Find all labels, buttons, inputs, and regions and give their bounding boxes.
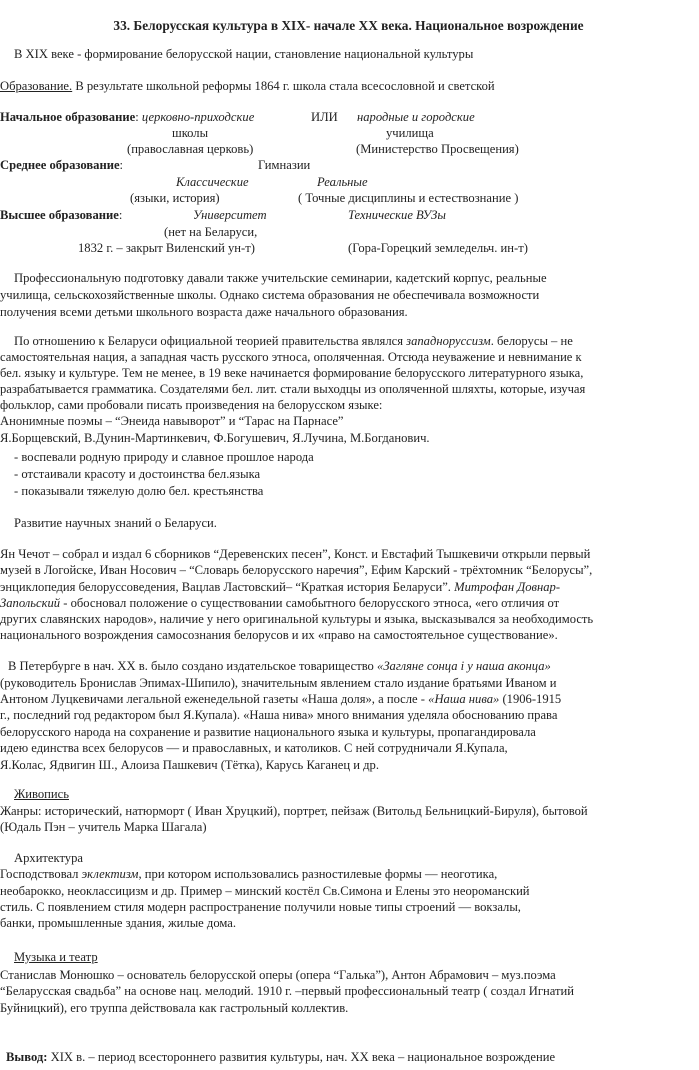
- architecture-line-4: банки, промышленные здания, жилые дома.: [0, 916, 236, 930]
- education-text: В результате школьной реформы 1864 г. школа стала всесословной и светской: [72, 79, 495, 93]
- music-line-1: Станислав Монюшко – основатель белорусской оперы (опера “Галька”), Антон Абрамович – муз.поэма: [0, 968, 556, 982]
- secondary-left-type: Классические: [176, 175, 249, 189]
- conclusion-text: XIX в. – период всестороннего развития культуры, нач. XX века – национальное возрождение: [47, 1050, 556, 1064]
- intro-line: В XIX веке - формирование белорусской нации, становление национальной культуры: [14, 47, 474, 61]
- bullet-1: - воспевали родную природу и славное прошлое народа: [14, 450, 314, 464]
- petersburg-line-6: идею единства всех белорусов — и православных, и католиков. С ней сотрудничали Я.Купала,: [0, 741, 508, 755]
- prof-line-1: Профессиональную подготовку давали также учительские семинарии, кадетский корпус, реальные: [14, 271, 547, 285]
- primary-or: ИЛИ: [311, 110, 338, 124]
- higher-right-type: Технические ВУЗы: [348, 208, 446, 222]
- west-line-6: Анонимные поэмы – “Энеида навыворот” и “Тарас на Парнасе”: [0, 414, 344, 428]
- primary-right-type: народные и городские: [357, 110, 475, 124]
- petersburg-line-5: белорусского народа на сохранение и развитие национального языка и культуры, пропагандировала: [0, 725, 536, 739]
- primary-left-type: церковно-приходские: [141, 110, 255, 124]
- music-line-3: Буйницкий), его труппа действовала как гастрольный коллектив.: [0, 1001, 349, 1015]
- publisher-name: «Загляне сонца і у наша аконца»: [377, 659, 551, 673]
- secondary-label: Среднее образование: [0, 158, 120, 172]
- painting-line-1: Жанры: исторический, натюрморт ( Иван Хруцкий), портрет, пейзаж (Витольд Бельницкий-Бируля), бытовой: [0, 804, 588, 818]
- architecture-line-1: Господствовал эклектизм, при котором использовались разностилевые формы — неоготика,: [0, 867, 498, 881]
- higher-right-note: (Гора-Горецкий земледельч. ин-т): [348, 241, 528, 255]
- education-heading: Образование.: [0, 79, 73, 93]
- bullet-2: - отстаивали красоту и достоинства бел.языка: [14, 467, 261, 481]
- music-heading: Музыка и театр: [14, 950, 98, 964]
- architecture-line-3: стиль. С появлением стиля модерн распространение получили новые типы строений — вокзалы,: [0, 900, 521, 914]
- page-title: 33. Белорусская культура в XIX- начале XX века. Национальное возрождение: [113, 18, 584, 33]
- west-line-4: разрабатывается грамматика. Создателями бел. лит. стали выходцы из ополяченной шляхты, которые, изучая: [0, 382, 586, 396]
- primary-label-group: Начальное образование: церковно-приходские: [0, 110, 255, 124]
- architecture-line-2: необарокко, неоклассицизм и др. Пример – минский костёл Св.Симона и Елены это неороманский: [0, 884, 530, 898]
- painting-heading: Живопись: [14, 787, 69, 801]
- petersburg-line-2: (руководитель Бронислав Эпимах-Шипило), значительным явлением стало издание братьями Иваном и: [0, 676, 557, 690]
- secondary-right-type: Реальные: [317, 175, 368, 189]
- petersburg-line-1: В Петербурге в нач. XX в. было создано издательское товарищество «Загляне сонца і у наша аконца»: [8, 659, 551, 673]
- prof-line-2: училища, сельскохозяйственные школы. Однако система образования не обеспечивала возможности: [0, 288, 540, 302]
- science-line-1: Ян Чечот – собрал и издал 6 сборников “Деревенских песен”, Конст. и Евстафий Тышкевичи открыли первый: [0, 547, 591, 561]
- architecture-heading: Архитектура: [14, 851, 83, 865]
- conclusion-line: [6, 1050, 555, 1066]
- science-heading: Развитие научных знаний о Беларуси.: [14, 516, 217, 530]
- higher-left-note: (нет на Беларуси,: [164, 225, 258, 239]
- petersburg-line-4: г., последний год редактором был Я.Купала). «Наша нива» много внимания уделяла обоснованию права: [0, 708, 558, 722]
- higher-label-group: Высшее образование:: [0, 208, 123, 222]
- secondary-right-note: ( Точные дисциплины и естествознание ): [298, 191, 519, 205]
- west-line-1: По отношению к Беларуси официальной теорией правительства являлся западноруссизм. белорусы – не: [14, 334, 573, 348]
- painting-line-2: (Юдаль Пэн – учитель Марка Шагала): [0, 820, 207, 834]
- science-line-6: национального возрождения самосознания белорусов и их «право на самостоятельное существование».: [0, 628, 558, 642]
- west-line-7: Я.Борщевский, В.Дунин-Мартинкевич, Ф.Богушевич, Я.Лучина, М.Богданович.: [0, 431, 430, 445]
- secondary-label-group: Среднее образование:: [0, 158, 124, 172]
- music-line-2: “Беларусская свадьба” на основе нац. мелодий. 1910 г. –первый профессиональный театр ( создал Игнатий: [0, 984, 574, 998]
- secondary-left-note: (языки, история): [130, 191, 220, 205]
- primary-right-note: (Министерство Просвещения): [356, 142, 519, 156]
- west-term: западноруссизм: [406, 334, 491, 348]
- bullet-3: - показывали тяжелую долю бел. крестьянства: [14, 484, 264, 498]
- science-line-4: Запольский - обосновал положение о существовании самобытного белорусского этноса, «его отличия от: [0, 596, 560, 610]
- science-line-3: энциклопедия белоруссоведения, Вацлав Ластовский– “Краткая история Беларуси”. Митрофан Довнар-: [0, 580, 561, 594]
- higher-left-note2: 1832 г. – закрыт Виленский ун-т): [78, 241, 255, 255]
- petersburg-line-7: Я.Колас, Ядвигин Ш., Алоиза Пашкевич (Тётка), Карусь Каганец и др.: [0, 758, 379, 772]
- petersburg-line-3: Антоном Луцкевичами легальной еженедельной газеты «Наша доля», а после - «Наша нива» (1906-1915: [0, 692, 562, 706]
- science-line-2: музей в Логойске, Иван Носович – “Словарь белорусского наречия”, Ефим Карский - трёхтомник “Белорусы”,: [0, 563, 593, 577]
- science-line-5: других славянских народов», наличие у него оригинальной культуры и языка, высказывался за необходимость: [0, 612, 594, 626]
- conclusion-label: Вывод:: [6, 1050, 48, 1064]
- secondary-name: Гимназии: [258, 158, 311, 172]
- west-line-2: самостоятельная нация, а западная часть русского этноса, ополяченная. Отсюда неуважение и невнимание к: [0, 350, 582, 364]
- higher-label: Высшее образование: [0, 208, 119, 222]
- education-line: [0, 79, 495, 95]
- west-line-3: бел. языку и культуре. Тем не менее, в 19 веке начинается формирование белорусского литературного языка,: [0, 366, 584, 380]
- primary-label: Начальное образование: [0, 110, 136, 124]
- primary-right-word: училища: [386, 126, 434, 140]
- west-line-5: фольклор, сами пробовали писать произведения на белорусском языке:: [0, 398, 383, 412]
- prof-line-3: получения всеми детьми школьного возраста даже начального образования.: [0, 305, 408, 319]
- higher-left-type: Университет: [193, 208, 267, 222]
- primary-left-note: (православная церковь): [127, 142, 254, 156]
- primary-left-word: школы: [172, 126, 209, 140]
